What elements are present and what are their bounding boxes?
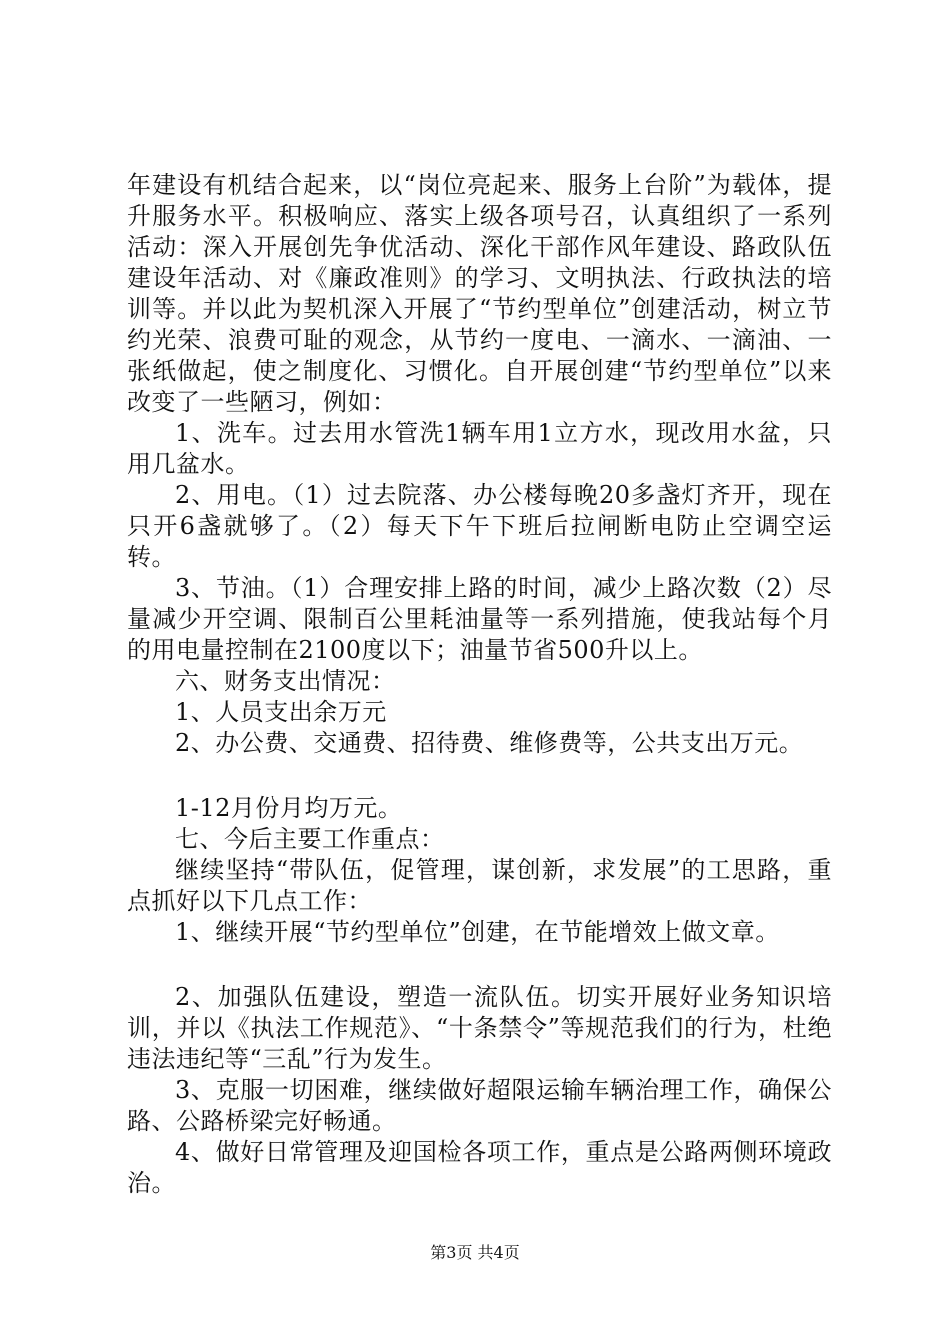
paragraph-1: 年建设有机结合起来，以“岗位亮起来、服务上台阶”为载体，提升服务水平。积极响应、落实上级各项号召，认真组织了一系列活动：深入开展创先争优活动、深化干部作风年建设、路政队伍建设年活动、对《廉政准则》的学习、文明执法、行政执法的培训等。并以此为契机深入开展了“节约型单位”创建活动，树立节约光荣、浪费可耻的观念，从节约一度电、一滴水、一滴油、一张纸做起，使之制度化、习惯化。自开展创建“节约型单位”以来改变了一些陋习，例如： bbox=[127, 171, 832, 416]
paragraph-14: 4、做好日常管理及迎国检各项工作，重点是公路两侧环境政治。 bbox=[127, 1138, 832, 1197]
paragraph-8: 1-12月份月均万元。 bbox=[175, 794, 403, 822]
paragraph-4: 3、节油。（1）合理安排上路的时间，减少上路次数（2）尽量减少开空调、限制百公里耗油量等一系列措施，使我站每个月的用电量控制在2100度以下；油量节省500升以上。 bbox=[127, 574, 832, 664]
paragraph-9: 七、今后主要工作重点： bbox=[175, 825, 445, 853]
paragraph-13: 3、克服一切困难，继续做好超限运输车辆治理工作，确保公路、公路桥梁完好畅通。 bbox=[127, 1076, 832, 1135]
paragraph-gap bbox=[127, 759, 832, 793]
page-number-label: 第3页 共4页 bbox=[430, 1243, 520, 1262]
paragraph-12: 2、加强队伍建设，塑造一流队伍。切实开展好业务知识培训，并以《执法工作规范》、“十条禁令”等规范我们的行为，杜绝违法违纪等“三乱”行为发生。 bbox=[127, 983, 832, 1073]
paragraph-11: 1、继续开展“节约型单位”创建，在节能增效上做文章。 bbox=[175, 918, 780, 946]
page-footer bbox=[0, 1240, 950, 1263]
paragraph-2: 1、洗车。过去用水管洗1辆车用1立方水，现改用水盆，只用几盆水。 bbox=[127, 419, 832, 478]
paragraph-6: 1、人员支出余万元 bbox=[175, 698, 387, 726]
paragraph-10: 继续坚持“带队伍，促管理，谋创新，求发展”的工思路，重点抓好以下几点工作： bbox=[127, 856, 832, 915]
paragraph-7: 2、办公费、交通费、招待费、维修费等，公共支出万元。 bbox=[175, 729, 804, 757]
paragraph-5: 六、财务支出情况： bbox=[175, 667, 396, 695]
document-body bbox=[127, 170, 832, 1199]
paragraph-gap bbox=[127, 948, 832, 982]
paragraph-3: 2、用电。（1）过去院落、办公楼每晚20多盏灯齐开，现在只开6盏就够了。（2）每天下午下班后拉闸断电防止空调空运转。 bbox=[127, 481, 832, 571]
